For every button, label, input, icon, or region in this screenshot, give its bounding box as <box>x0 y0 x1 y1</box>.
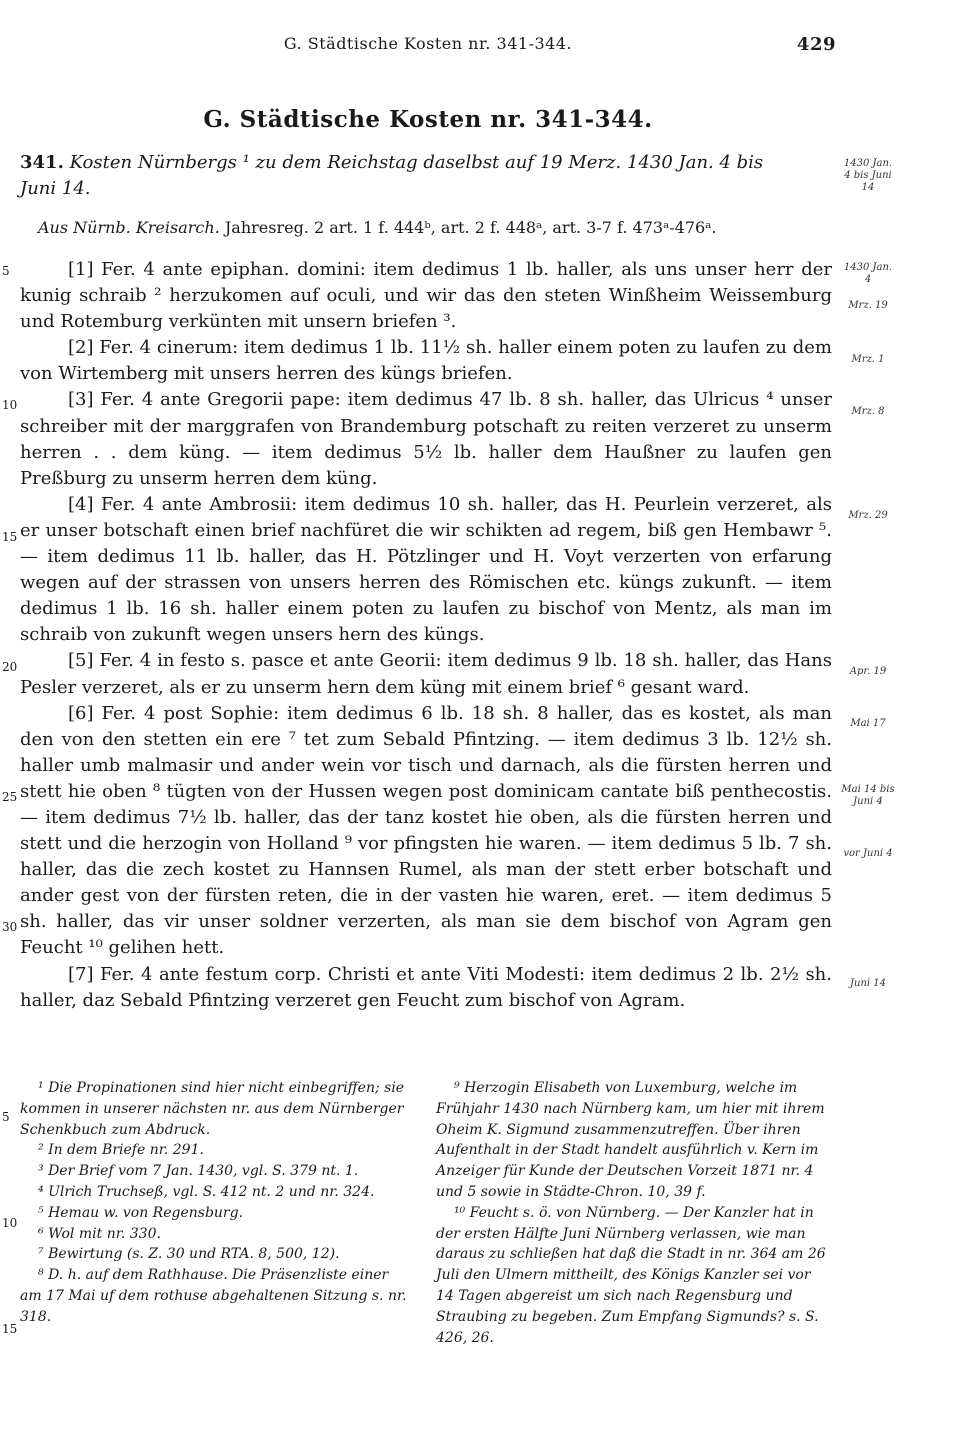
footnote: ⁷ Bewirtung (s. Z. 30 und RTA. 8, 500, 12). <box>38 1246 340 1263</box>
footnote: ⁶ Wol mit nr. 330. <box>38 1225 161 1242</box>
entry-number: 341. <box>20 152 64 173</box>
line-number: 10 <box>2 1216 18 1230</box>
margin-date: Apr. 19 <box>849 666 887 677</box>
line-number: 15 <box>2 1322 18 1336</box>
margin-date: 1430 Jan. 4 <box>843 262 893 285</box>
paragraph-4: [4] Fer. 4 ante Ambrosii: item dedimus 10 sh. haller, das H. Peurlein verzeret, als er unser botschaft einen brief nachfüret die wir schikten ad regem, biß gen Hembawr ⁵. — item dedimus 11 lb. haller, das H. Pötzlinger und H. Voyt verzerten von erfarung wegen auf der strassen von unsers herren des Römischen etc. küngs zukunft. — item dedimus 1 lb. 16 sh. haller einem poten zu laufen zu bischof von Mentz, als man im schraib von zukunft wegen unsers hern des küngs. <box>20 493 832 646</box>
entry-body <box>20 257 832 1014</box>
entry-title-line2: Juni 14. <box>20 178 91 199</box>
footnote: ⁵ Hemau w. von Regensburg. <box>38 1204 244 1221</box>
line-number: 5 <box>2 264 10 278</box>
footnotes-right-column <box>436 1078 828 1348</box>
margin-date: Mrz. 29 <box>848 510 888 521</box>
line-number: 15 <box>2 530 18 544</box>
entry-title-line1: Kosten Nürnbergs ¹ zu dem Reichstag daselbst auf 19 Merz. 1430 Jan. 4 bis <box>69 152 764 173</box>
footnotes-left-column <box>20 1078 412 1328</box>
margin-date: vor Juni 4 <box>843 848 893 859</box>
margin-date: Juni 14 <box>850 978 886 989</box>
paragraph-6: [6] Fer. 4 post Sophie: item dedimus 6 lb. 18 sh. 8 haller, das es kostet, als man den von den stetten ein ere ⁷ tet zum Sebald Pfintzing. — item dedimus 3 lb. 12½ sh. haller umb malmasir und ander wein vor tisch und darnach, als die fürsten herren und stett hie oben ⁸ tügten von der Hussen wegen post dominicam cantate biß penthecostis. — item dedimus 7½ lb. haller, das der tanz kostet hie oben, als die fürsten herren und stett und die herzogin von Holland ⁹ vor pfingsten hie waren. — item dedimus 5 lb. 7 sh. haller, das die zech kostet zu Hannsen Rumel, als man der stett erber botschaft und ander gest von der fürsten reten, die in der vasten hie waren, eret. — item dedimus 5 sh. haller, das vir unser soldner verzerten, als man sie dem bischof von Agram gen Feucht ¹⁰ gelihen hett. <box>20 702 832 959</box>
footnote: ⁹ Herzogin Elisabeth von Luxemburg, welche im Frühjahr 1430 nach Nürnberg kam, um hier mit ihrem Oheim K. Sigmund zusammenzutreffen. Über ihren Aufenthalt in der Stadt handelt ausführlich v. Kern im Anzeiger für Kunde der Deutschen Vorzeit 1871 nr. 4 und 5 sowie in Städte-Chron. 10, 39 f. <box>436 1080 825 1200</box>
margin-date: Mai 14 bis Juni 4 <box>841 784 895 807</box>
page-number: 429 <box>796 34 836 55</box>
margin-date: Mrz. 19 <box>848 300 888 311</box>
paragraph-3: [3] Fer. 4 ante Gregorii pape: item dedimus 47 lb. 8 sh. haller, das Ulricus ⁴ unser schreiber mit der marggrafen von Brandemburg potschaft zu reiten verzeret zu unserm herren . . dem küng. — item dedimus 5½ lb. haller dem Haußner zu laufen gen Preßburg zu unserm herren dem küng. <box>20 389 832 489</box>
footnote: ² In dem Briefe nr. 291. <box>38 1142 204 1159</box>
margin-date: Mrz. 1 <box>851 354 885 365</box>
running-head <box>20 34 836 58</box>
margin-date: Mrz. 8 <box>851 406 885 417</box>
line-number: 30 <box>2 920 18 934</box>
paragraph-5: [5] Fer. 4 in festo s. pasce et ante Georii: item dedimus 9 lb. 18 sh. haller, das Hans Pesler verzeret, als er zu unserm hern dem küng mit einem brief ⁶ gesant ward. <box>20 650 832 698</box>
line-number: 25 <box>2 790 18 804</box>
source-reference: Jahresreg. 2 art. 1 f. 444ᵇ, art. 2 f. 448ᵃ, art. 3-7 f. 473ᵃ-476ᵃ. <box>224 218 717 237</box>
running-title: G. Städtische Kosten nr. 341-344. <box>283 34 573 53</box>
entry-heading <box>20 150 832 202</box>
paragraph-7: [7] Fer. 4 ante festum corp. Christi et ante Viti Modesti: item dedimus 2 lb. 2½ sh. haller, daz Sebald Pfintzing verzeret gen Feucht zum bischof von Agram. <box>20 963 832 1011</box>
line-number: 20 <box>2 660 18 674</box>
paragraph-2: [2] Fer. 4 cinerum: item dedimus 1 lb. 11½ sh. haller einem poten zu laufen zu dem von Wirtemberg mit unsers herren des küngs briefen. <box>20 337 832 385</box>
margin-date: 1430 Jan. 4 bis Juni 14 <box>843 158 893 193</box>
paragraph-1: [1] Fer. 4 ante epiphan. domini: item dedimus 1 lb. haller, als uns unser herr der kunig schraib ² herzukomen auf oculi, und wir das den steten Winßheim Weissemburg und Rotemburg verkünten mit unsern briefen ³. <box>20 259 832 333</box>
source-label-text: Aus Nürnb. Kreisarch. <box>38 218 220 237</box>
footnote: ¹ Die Propinationen sind hier nicht einbegriffen; sie kommen in unserer nächsten nr. aus dem Nürnberger Schenkbuch zum Abdruck. <box>20 1080 405 1138</box>
line-number: 5 <box>2 1110 10 1124</box>
footnote: ³ Der Brief vom 7 Jan. 1430, vgl. S. 379 nt. 1. <box>38 1163 359 1180</box>
footnote: ¹⁰ Feucht s. ö. von Nürnberg. — Der Kanzler hat in der ersten Hälfte Juni Nürnberg verlassen, wie man daraus zu schließen hat daß die Stadt in nr. 364 am 26 Juli den Ulmern mittheilt, des Königs Kanzler sei vor 14 Tagen abgereist um sich nach Regensburg und Straubing zu begeben. Zum Empfang Sigmunds? s. S. 426, 26. <box>436 1204 826 1346</box>
source-note <box>38 218 798 237</box>
line-number: 10 <box>2 398 18 412</box>
section-heading: G. Städtische Kosten nr. 341-344. <box>203 106 653 133</box>
margin-date: Mai 17 <box>850 718 886 729</box>
footnote: ⁸ D. h. auf dem Rathhause. Die Präsenzliste einer am 17 Mai uf dem rothuse abgehaltenen Sitzung s. nr. 318. <box>20 1267 407 1325</box>
footnote: ⁴ Ulrich Truchseß, vgl. S. 412 nt. 2 und nr. 324. <box>38 1183 375 1200</box>
